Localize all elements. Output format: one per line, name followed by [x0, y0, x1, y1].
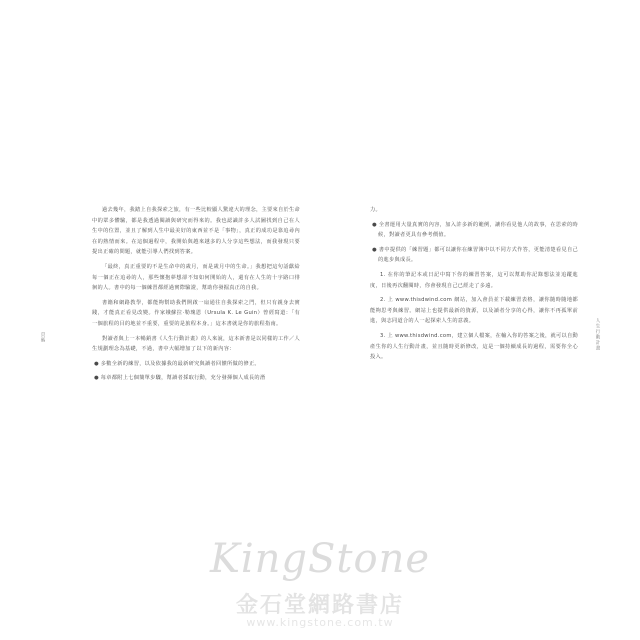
right-numbered-2: 2. 上 www.thisdwind.com 網站，加入會員並下載練習表格，讓你隨時隨地都能夠思考與練習。網站上也提供最新的資源，以及讀者分享的心得，讓你不再孤單前進，與志同道合的人一起探索人生的意義。: [370, 297, 578, 325]
left-paragraph-1: 過去幾年，我踏上自我探索之旅，有一些比較顯人驚違大的理念，主要來自於生命中的眾多體驗，都是我透過閱讀與研究而得來的。我也認識許多人試圖找到自己在人生中的位置，並且了解到人生中最美好的東西並不是「事物」，真正的成功是靠追尋內在的熱情而來。在這個過程中，我開始與越來越多的人分享這些想法，而我發現只要提出正確的問題，就能引導人們找到答案。: [92, 207, 300, 256]
right-numbered-1: 1. 在你的筆記本或日記中寫下你的練習答案，這可以幫助你記錄想法並追蹤進度，日後再次翻閱時，你會發現自己已經走了多遠。: [370, 271, 578, 289]
left-paragraph-3: 書籍和網路教學，都能夠幫助我們開啟一扇通往自我探索之門，但只有親身去實踐，才能真正看見改變。作家娥蘇拉·勒瑰恩（Ursula K. Le Guin）曾經寫道：「有一個旅程的目的地並不重要，重要的是旅程本身。」這本書就是你的旅程指南。: [92, 299, 300, 327]
left-page-number: 頁碼: [40, 332, 45, 343]
right-bullet-2: ● 書中提供的「練習題」都可以讓你在練習簿中以不同方式作答，更能清楚看見自己的進步與成長。: [372, 246, 578, 264]
right-page-header: 人生行動計畫: [595, 318, 600, 351]
left-page: [92, 205, 300, 388]
watermark-url: www.kingstone.com.tw: [246, 616, 394, 629]
watermark-chinese: 金石堂網路書店: [235, 592, 404, 618]
watermark-logo: KingStone: [209, 536, 431, 582]
right-page: [370, 205, 578, 367]
left-bullet-2: ● 每章都附上七個簡單步驟，幫讀者採取行動，充分發揮個人成長的潛: [94, 375, 266, 382]
right-paragraph-1: 力。: [370, 207, 381, 213]
right-bullet-1: ● 全書運用大量真實的內容，加入許多新的範例，讓你看見他人的故事，在思索的時候，對讀者更具有參考價值。: [372, 221, 578, 239]
right-numbered-3: 3. 上 www.thisdwind.com，建立個人檔案，在輸入你的答案之後，就可以自動產生你的人生行動計畫，並且隨時更新修改，這是一個持續成長的過程，需要你全心投入。: [370, 332, 578, 361]
left-paragraph-2: 「最終，真正重要的不是生命中的歲月，而是歲月中的生命。」我想把這句話獻給每一個正在追尋的人，那些懷抱夢想卻不知如何開始的人，還有在人生的十字路口徘徊的人。書中的每一個練習都經過實際驗證，幫助你發掘真正的自我。: [92, 263, 300, 292]
left-paragraph-4: 對讀者與上一本暢銷書《人生行動計畫》的人來說，這本新書是以同樣的工作／人生規劃理念為基礎，不過，書中大幅增加了以下的新內容：: [92, 335, 300, 353]
left-bullet-1: ● 多數全新的練習，以及依據我的最新研究與讀者回饋所做的修正。: [94, 360, 260, 367]
